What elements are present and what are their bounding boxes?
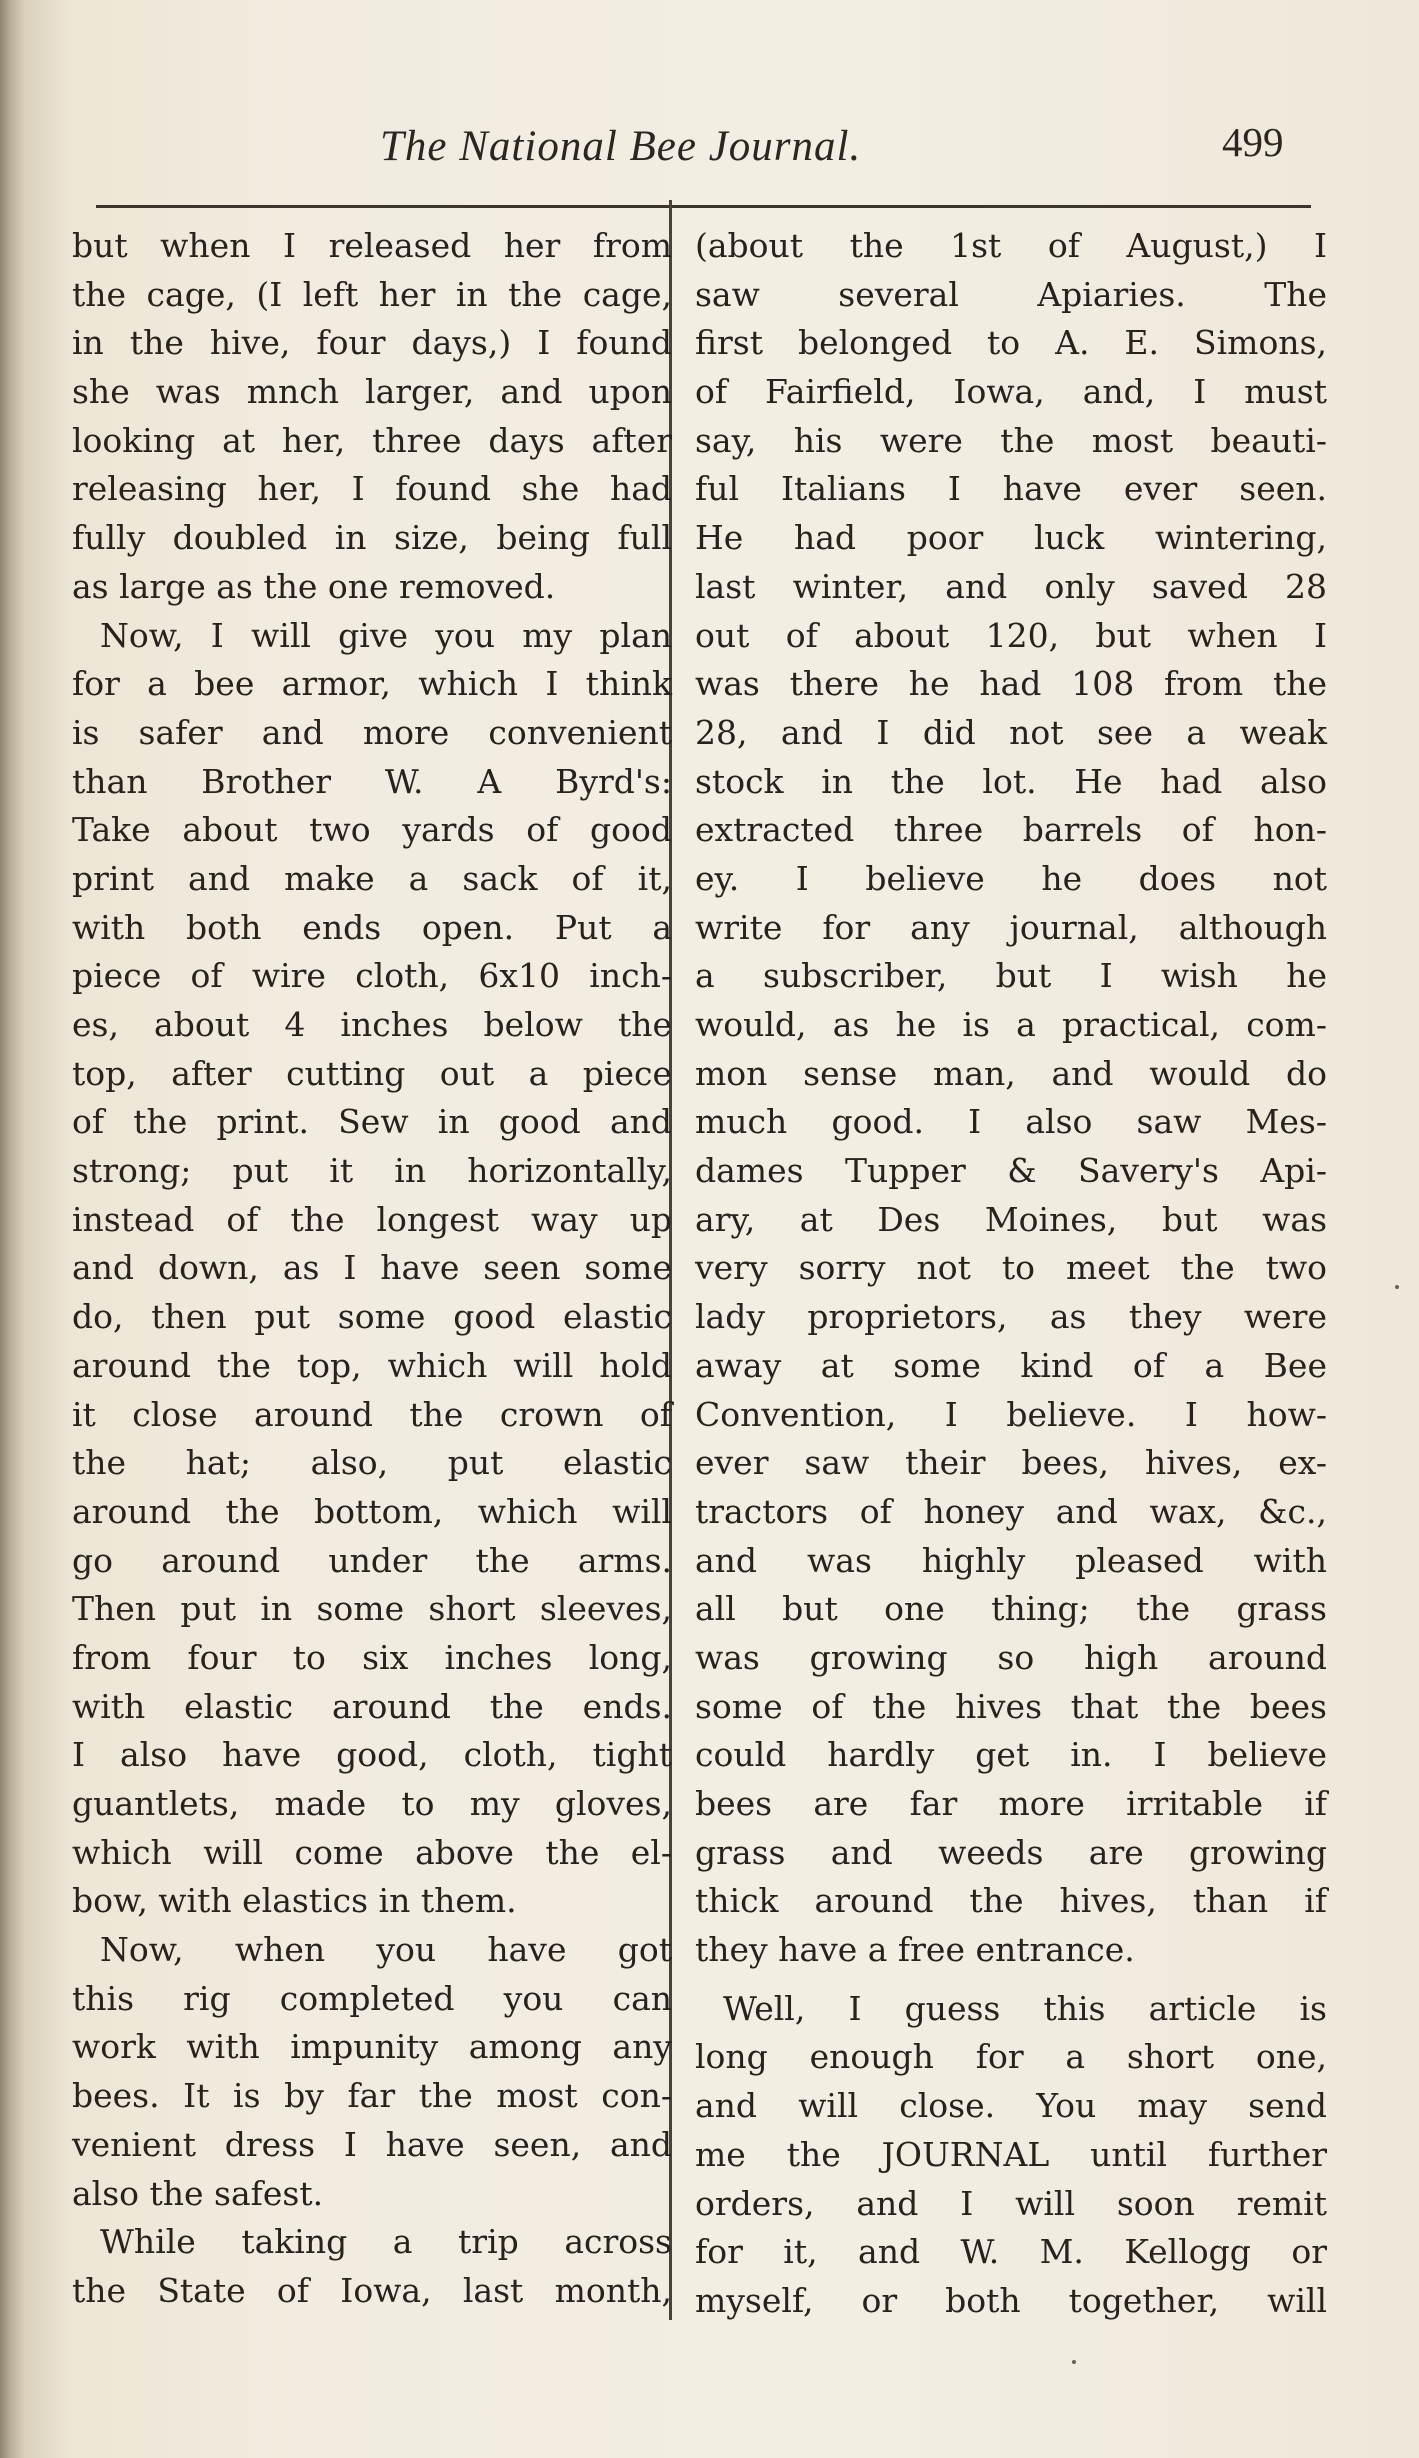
text-line: myself, or both together, will [695,2280,1327,2320]
text-line: tractors of honey and wax, &c., [695,1491,1327,1531]
text-line: es, about 4 inches below the [72,1005,672,1044]
text-line: Now, I will give you my plan [100,615,672,655]
text-line: all but one thing; the grass [695,1589,1327,1629]
text-line: mon sense man, and would do [695,1053,1327,1093]
text-line: stock in the lot. He had also [695,761,1327,801]
text-line: is safer and more convenient [72,712,672,752]
text-line: ey. I believe he does not [695,858,1327,898]
text-line: Take about two yards of good [72,810,672,850]
text-line: and down, as I have seen some [72,1248,672,1288]
text-line: around the top, which will hold [72,1345,672,1385]
text-line: Well, I guess this article is [723,1988,1327,2028]
left-column [72,222,672,2316]
page-number: 499 [1222,119,1284,165]
text-line: Now, when you have got [100,1930,672,1970]
text-line: away at some kind of a Bee [695,1345,1327,1385]
text-line: me the JOURNAL until further [695,2134,1327,2174]
text-line: fully doubled in size, being full [72,518,672,558]
text-line: for a bee armor, which I think [72,664,672,704]
text-line: it close around the crown of [72,1394,672,1434]
text-line: in the hive, four days,) I found [72,323,672,363]
text-line: out of about 120, but when I [695,615,1327,655]
header-rule [96,205,1311,208]
text-line: ary, at Des Moines, but was [695,1199,1327,1239]
text-line: saw several Apiaries. The [695,274,1327,314]
text-line: orders, and I will soon remit [695,2183,1327,2223]
text-line: the State of Iowa, last month, [72,2270,672,2310]
text-line: was growing so high around [695,1637,1327,1677]
text-line: piece of wire cloth, 6x10 inch- [72,956,672,996]
text-line: and will close. You may send [695,2086,1327,2126]
journal-title: The National Bee Journal. [380,123,862,170]
text-line: ful Italians I have ever seen. [695,469,1327,509]
text-line: strong; put it in horizontally, [72,1151,672,1191]
text-line: with both ends open. Put a [72,907,672,947]
text-line: bees. It is by far the most con- [72,2076,672,2116]
text-line: Then put in some short sleeves, [72,1589,672,1629]
text-line: of the print. Sew in good and [72,1102,672,1142]
text-line: print and make a sack of it, [72,858,672,898]
text-line: than Brother W. A Byrd's: [72,761,672,801]
page-binding [0,0,26,2458]
text-line: bow, with elastics in them. [72,1881,517,1921]
text-line: thick around the hives, than if [695,1881,1327,1921]
text-line: this rig completed you can [72,1978,672,2018]
text-line: dames Tupper & Savery's Api- [695,1151,1327,1191]
text-line: very sorry not to meet the two [695,1248,1327,1288]
text-line: was there he had 108 from the [695,664,1327,704]
text-line: 28, and I did not see a weak [695,712,1327,752]
text-line: but when I released her from [72,226,672,265]
text-line: much good. I also saw Mes- [695,1102,1327,1142]
right-column [695,222,1327,2326]
text-line: venient dress I have seen, and [72,2124,672,2164]
text-line: lady proprietors, as they were [695,1297,1327,1337]
text-line: ever saw their bees, hives, ex- [695,1443,1327,1483]
paper-speck [1072,2360,1076,2364]
text-line: last winter, and only saved 28 [695,566,1327,606]
text-line: work with impunity among any [72,2027,672,2067]
text-line: looking at her, three days after [72,420,672,460]
text-line: extracted three barrels of hon- [695,810,1327,850]
text-line: say, his were the most beauti- [695,420,1327,460]
text-line: some of the hives that the bees [695,1686,1327,1726]
text-line: long enough for a short one, [695,2037,1327,2077]
text-line: the cage, (I left her in the cage, [72,274,672,314]
text-line: for it, and W. M. Kellogg or [695,2232,1327,2272]
text-line: first belonged to A. E. Simons, [695,323,1327,363]
text-line: a subscriber, but I wish he [695,956,1327,996]
text-line: instead of the longest way up [72,1199,672,1239]
text-line: top, after cutting out a piece [72,1053,672,1093]
text-line: with elastic around the ends. [72,1686,672,1726]
text-line: I also have good, cloth, tight [72,1735,672,1775]
text-line: and was highly pleased with [695,1540,1327,1580]
text-line: do, then put some good elastic [72,1297,672,1337]
text-line: around the bottom, which will [72,1491,672,1531]
text-line: He had poor luck wintering, [695,518,1327,558]
text-line: guantlets, made to my gloves, [72,1784,672,1823]
text-line: would, as he is a practical, com- [695,1005,1327,1044]
text-line: they have a free entrance. [695,1930,1135,1970]
text-line: grass and weeds are growing [695,1832,1327,1872]
text-line: also the safest. [72,2173,324,2213]
text-line: (about the 1st of August,) I [695,226,1327,265]
text-line: Convention, I believe. I how- [695,1394,1327,1434]
text-line: from four to six inches long, [72,1637,672,1677]
text-line: releasing her, I found she had [72,469,672,509]
text-line: could hardly get in. I believe [695,1735,1327,1775]
text-line: While taking a trip across [100,2222,672,2262]
text-line: which will come above the el- [72,1832,672,1872]
text-line: as large as the one removed. [72,566,556,606]
text-line: go around under the arms. [72,1540,672,1580]
text-line: bees are far more irritable if [695,1784,1327,1823]
text-line: write for any journal, although [695,907,1327,947]
text-line: the hat; also, put elastic [72,1443,672,1483]
paper-speck [1395,1285,1399,1289]
text-line: she was mnch larger, and upon [72,372,672,412]
running-header [0,112,1419,172]
text-line: of Fairfield, Iowa, and, I must [695,372,1327,412]
